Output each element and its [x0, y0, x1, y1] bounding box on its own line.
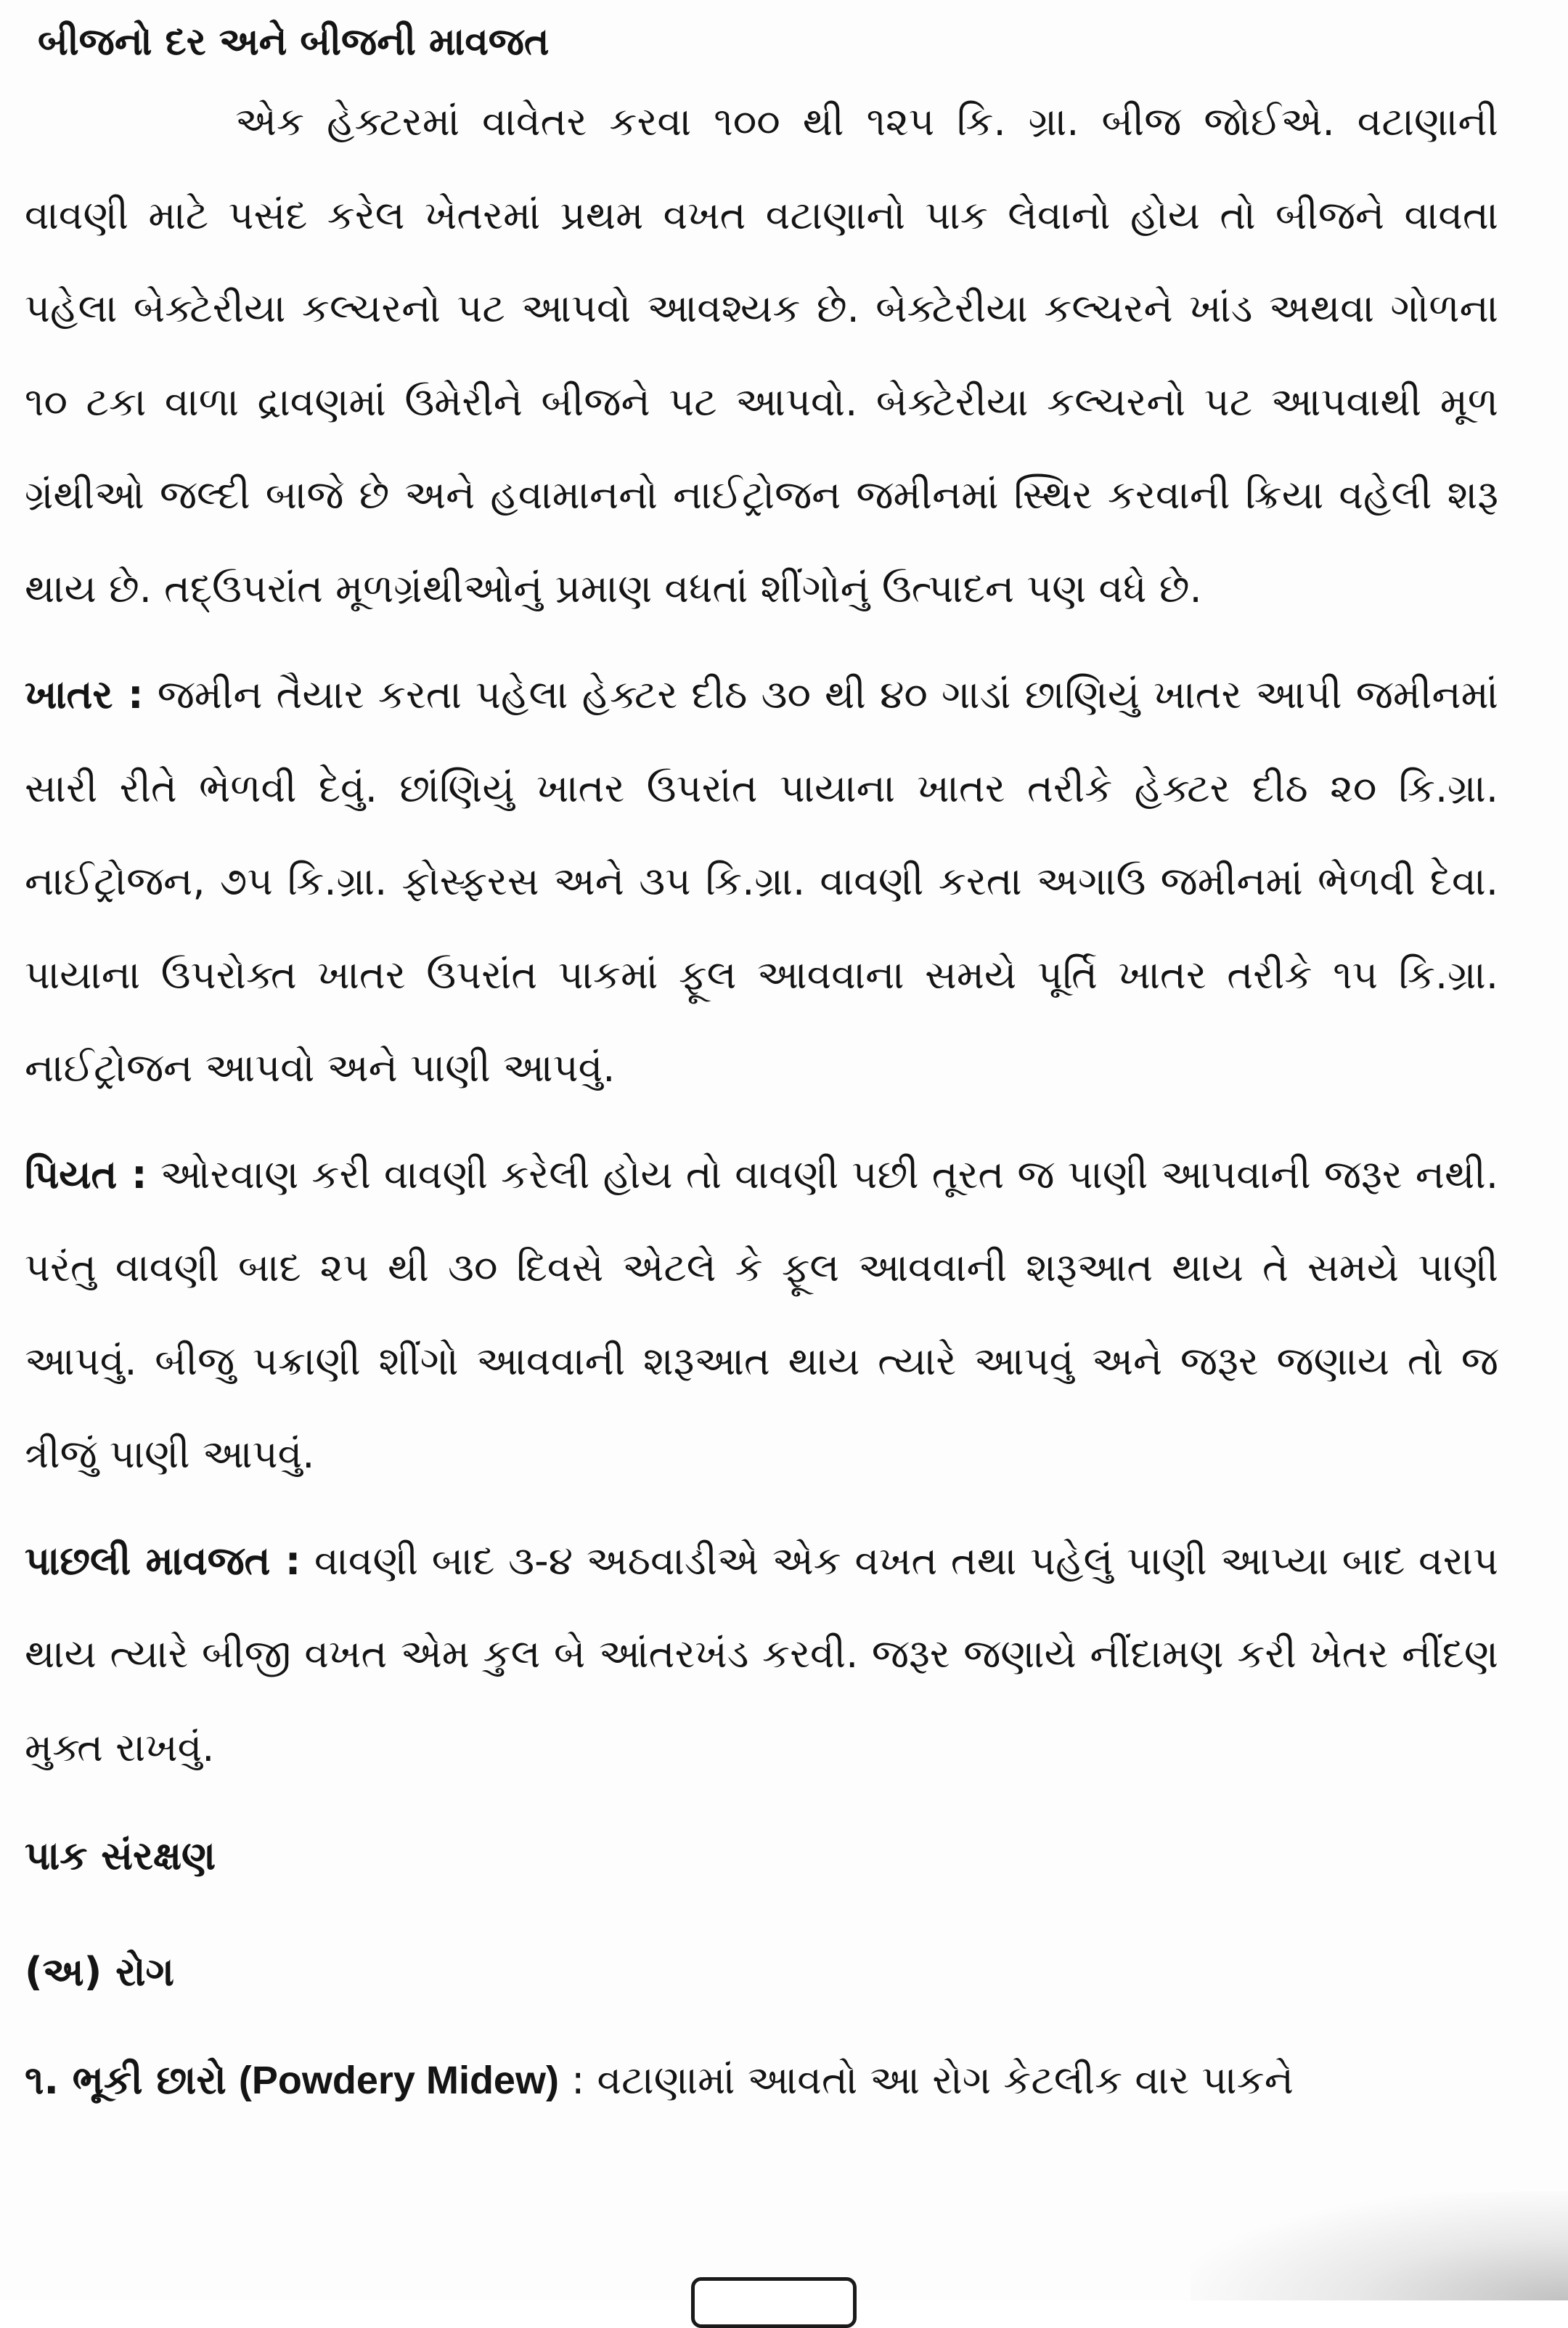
disease-item-1-text: : વટાણામાં આવતો આ રોગ કેટલીક વાર પાકને — [571, 2057, 1294, 2103]
section-heading: બીજનો દર અને બીજની માવજત — [38, 20, 550, 64]
seed-treatment-paragraph: એક હેક્ટરમાં વાવેતર કરવા ૧૦૦ થી ૧૨૫ કિ. ગ્રા. બીજ જોઈએ. વટાણાની વાવણી માટે પસંદ કરેલ ખેતરમાં પ્રથમ વખત વટાણાનો પાક લેવાનો હોય તો બીજને વાવતા પહેલા બેક્ટેરીયા કલ્ચરનો પટ આપવો આવશ્યક છે. બેક્ટેરીયા કલ્ચરને ખાંડ અથવા ગોળના ૧૦ ટકા વાળા દ્રાવણમાં ઉમેરીને બીજને પટ આપવો. બેક્ટેરીયા કલ્ચરનો પટ આપવાથી મૂળ ગ્રંથીઓ જલ્દી બાજે છે અને હવામાનનો નાઈટ્રોજન જમીનમાં સ્થિર કરવાની ક્રિયા વહેલી શરૂ થાય છે. તદ્ઉપરાંત મૂળગ્રંથીઓનું પ્રમાણ વધતાં શીંગોનું ઉત્પાદન પણ વધે છે. — [25, 99, 1498, 611]
disease-item-1-latin: (Powdery Midew) — [238, 2059, 559, 2102]
disease-item-1-label: ૧. ભૂકી છારો — [25, 2057, 226, 2103]
crop-protection-title: પાક સંરક્ષણ — [25, 1833, 216, 1879]
manure-paragraph — [25, 648, 1498, 1115]
manure-text: જમીન તૈયાર કરતા પહેલા હેક્ટર દીઠ ૩૦ થી ૪૦ ગાડાં છાણિયું ખાતર આપી જમીનમાં સારી રીતે ભેળવી દેવું. છાંણિયું ખાતર ઉપરાંત પાયાના ખાતર તરીકે હેક્ટર દીઠ ૨૦ કિ.ગ્રા. નાઈટ્રોજન, ૭૫ કિ.ગ્રા. ફોસ્ફરસ અને ૩૫ કિ.ગ્રા. વાવણી કરતા અગાઉ જમીનમાં ભેળવી દેવા. પાયાના ઉપરોક્ત ખાતર ઉપરાંત પાકમાં ફૂલ આવવાના સમયે પૂર્તિ ખાતર તરીકે ૧૫ કિ.ગ્રા. નાઈટ્રોજન આપવો અને પાણી આપવું. — [25, 672, 1498, 1091]
disease-subtitle: (અ) રોગ — [25, 1949, 174, 1995]
scan-shadow — [1191, 2191, 1568, 2300]
aftercare-text: વાવણી બાદ ૩-૪ અઠવાડીએ એક વખત તથા પહેલું પાણી આપ્યા બાદ વરાપ થાય ત્યારે બીજી વખત એમ કુલ બે આંતરખંડ કરવી. જરૂર જણાયે નીંદામણ કરી ખેતર નીંદણ મુક્ત રાખવું. — [25, 1537, 1498, 1770]
irrigation-paragraph — [25, 1128, 1498, 1502]
manure-label: ખાતર : — [25, 672, 144, 717]
page-number-tab — [691, 2277, 857, 2328]
aftercare-paragraph — [25, 1515, 1498, 1795]
document-content — [25, 15, 1498, 2127]
aftercare-label: પાછલી માવજત : — [25, 1537, 301, 1584]
disease-item-1 — [25, 2034, 1498, 2127]
irrigation-text: ઓરવાણ કરી વાવણી કરેલી હોય તો વાવણી પછી તૂરત જ પાણી આપવાની જરૂર નથી. પરંતુ વાવણી બાદ ૨૫ થી ૩૦ દિવસે એટલે કે ફૂલ આવવાની શરૂઆત થાય તે સમયે પાણી આપવું. બીજુ પક્રાણી શીંગો આવવાની શરૂઆત થાય ત્યારે આપવું અને જરૂર જણાય તો જ ત્રીજું પાણી આપવું. — [25, 1151, 1498, 1477]
irrigation-label: પિયત : — [25, 1151, 147, 1197]
